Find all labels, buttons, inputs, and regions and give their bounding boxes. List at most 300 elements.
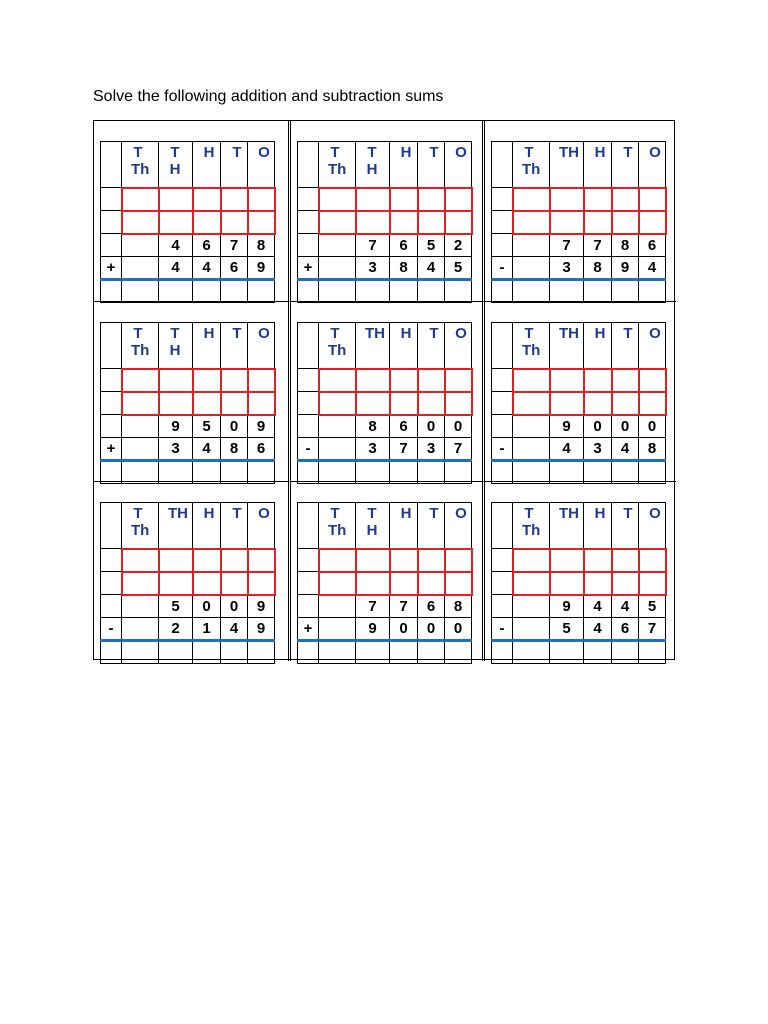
carry-box[interactable] bbox=[550, 188, 584, 211]
digit-cell bbox=[513, 234, 550, 257]
problem-cell bbox=[288, 301, 482, 481]
carry-box[interactable] bbox=[445, 392, 472, 415]
carry-box[interactable] bbox=[122, 211, 159, 234]
header-label: O bbox=[258, 144, 270, 161]
answer-box[interactable] bbox=[356, 641, 390, 664]
carry-box[interactable] bbox=[319, 392, 356, 415]
digit-cell: 2 bbox=[445, 234, 472, 257]
carry-box[interactable] bbox=[122, 572, 159, 595]
carry-box[interactable] bbox=[513, 549, 550, 572]
digit-cell bbox=[122, 257, 159, 280]
place-value-header bbox=[356, 323, 390, 369]
header-label: TH bbox=[365, 325, 385, 342]
header-label: H bbox=[203, 505, 215, 522]
digit-cell: 8 bbox=[390, 257, 418, 280]
digit-cell: 5 bbox=[445, 257, 472, 280]
header-label: H bbox=[169, 342, 181, 359]
row-blank bbox=[298, 188, 319, 211]
carry-box[interactable] bbox=[445, 369, 472, 392]
answer-box[interactable] bbox=[221, 641, 248, 664]
row-blank bbox=[101, 188, 122, 211]
carry-box[interactable] bbox=[639, 392, 666, 415]
digit-cell bbox=[513, 257, 550, 280]
place-value-header bbox=[248, 323, 275, 369]
carry-box[interactable] bbox=[390, 572, 418, 595]
answer-box[interactable] bbox=[550, 280, 584, 303]
answer-box[interactable] bbox=[319, 280, 356, 303]
header-label: T bbox=[367, 505, 377, 522]
place-value-table bbox=[491, 141, 667, 303]
header-label: H bbox=[594, 144, 606, 161]
carry-box[interactable] bbox=[122, 392, 159, 415]
place-value-table bbox=[491, 502, 667, 664]
header-label: Th bbox=[328, 161, 347, 178]
digit-cell bbox=[319, 595, 356, 618]
header-label: T bbox=[133, 505, 143, 522]
place-value-header bbox=[193, 142, 221, 188]
place-value-header bbox=[390, 142, 418, 188]
carry-box[interactable] bbox=[550, 572, 584, 595]
place-value-header bbox=[193, 323, 221, 369]
digit-cell bbox=[122, 234, 159, 257]
carry-box[interactable] bbox=[639, 572, 666, 595]
carry-box[interactable] bbox=[445, 549, 472, 572]
carry-box[interactable] bbox=[513, 188, 550, 211]
carry-box[interactable] bbox=[248, 572, 275, 595]
header-label: T bbox=[330, 505, 340, 522]
carry-box[interactable] bbox=[513, 211, 550, 234]
place-value-header bbox=[221, 142, 248, 188]
row-blank bbox=[492, 369, 513, 392]
page-title: Solve the following addition and subtraction sums bbox=[93, 88, 444, 105]
answer-box[interactable] bbox=[418, 641, 445, 664]
place-value-header bbox=[319, 323, 356, 369]
carry-box[interactable] bbox=[356, 369, 390, 392]
carry-box[interactable] bbox=[221, 572, 248, 595]
carry-box[interactable] bbox=[639, 549, 666, 572]
carry-box[interactable] bbox=[221, 549, 248, 572]
header-label: Th bbox=[131, 342, 150, 359]
digit-cell: 4 bbox=[193, 257, 221, 280]
row-blank bbox=[298, 280, 319, 303]
digit-cell bbox=[513, 415, 550, 438]
place-value-header bbox=[584, 323, 612, 369]
digit-cell: 8 bbox=[356, 415, 390, 438]
carry-box[interactable] bbox=[356, 549, 390, 572]
answer-box[interactable] bbox=[445, 280, 472, 303]
digit-cell: 6 bbox=[390, 415, 418, 438]
answer-box[interactable] bbox=[390, 641, 418, 664]
place-value-header bbox=[319, 142, 356, 188]
answer-box[interactable] bbox=[513, 280, 550, 303]
place-value-header bbox=[550, 142, 584, 188]
carry-box[interactable] bbox=[221, 188, 248, 211]
carry-box[interactable] bbox=[248, 549, 275, 572]
place-value-header bbox=[122, 142, 159, 188]
digit-cell: 8 bbox=[584, 257, 612, 280]
digit-cell: 7 bbox=[390, 438, 418, 461]
digit-cell: 4 bbox=[612, 595, 639, 618]
place-value-header bbox=[122, 503, 159, 549]
header-blank bbox=[492, 323, 513, 369]
place-value-header bbox=[584, 142, 612, 188]
row-blank bbox=[298, 572, 319, 595]
carry-box[interactable] bbox=[418, 572, 445, 595]
problem-cell bbox=[482, 301, 676, 481]
carry-box[interactable] bbox=[319, 369, 356, 392]
carry-box[interactable] bbox=[319, 211, 356, 234]
digit-cell: 0 bbox=[390, 618, 418, 641]
digit-cell bbox=[319, 438, 356, 461]
carry-box[interactable] bbox=[418, 211, 445, 234]
digit-cell: 3 bbox=[550, 257, 584, 280]
digit-cell: 9 bbox=[248, 595, 275, 618]
header-label: Th bbox=[131, 161, 150, 178]
digit-cell bbox=[122, 618, 159, 641]
carry-box[interactable] bbox=[221, 211, 248, 234]
digit-cell: 4 bbox=[584, 595, 612, 618]
operator-sign: - bbox=[492, 257, 513, 280]
digit-cell: 7 bbox=[550, 234, 584, 257]
carry-box[interactable] bbox=[513, 392, 550, 415]
carry-box[interactable] bbox=[248, 369, 275, 392]
carry-box[interactable] bbox=[612, 572, 639, 595]
row-blank bbox=[492, 188, 513, 211]
digit-cell: 4 bbox=[159, 234, 193, 257]
answer-box[interactable] bbox=[193, 641, 221, 664]
row-blank bbox=[492, 595, 513, 618]
header-label: T bbox=[170, 144, 180, 161]
digit-cell bbox=[122, 415, 159, 438]
digit-cell bbox=[319, 234, 356, 257]
header-blank bbox=[101, 142, 122, 188]
carry-box[interactable] bbox=[356, 211, 390, 234]
header-label: H bbox=[400, 325, 412, 342]
digit-cell: 7 bbox=[445, 438, 472, 461]
header-blank bbox=[492, 503, 513, 549]
digit-cell: 4 bbox=[612, 438, 639, 461]
digit-cell: 4 bbox=[221, 618, 248, 641]
digit-cell: 0 bbox=[612, 415, 639, 438]
digit-cell: 8 bbox=[445, 595, 472, 618]
carry-box[interactable] bbox=[122, 549, 159, 572]
answer-box[interactable] bbox=[356, 280, 390, 303]
carry-box[interactable] bbox=[356, 392, 390, 415]
carry-box[interactable] bbox=[639, 211, 666, 234]
answer-box[interactable] bbox=[513, 641, 550, 664]
digit-cell: 3 bbox=[159, 438, 193, 461]
carry-box[interactable] bbox=[612, 392, 639, 415]
carry-box[interactable] bbox=[193, 549, 221, 572]
digit-cell: 6 bbox=[639, 234, 666, 257]
header-label: Th bbox=[328, 342, 347, 359]
answer-box[interactable] bbox=[639, 280, 666, 303]
digit-cell: 5 bbox=[550, 618, 584, 641]
row-blank bbox=[101, 369, 122, 392]
carry-box[interactable] bbox=[159, 211, 193, 234]
header-label: T bbox=[170, 325, 180, 342]
carry-box[interactable] bbox=[390, 211, 418, 234]
carry-box[interactable] bbox=[550, 369, 584, 392]
place-value-header bbox=[221, 323, 248, 369]
digit-cell: 1 bbox=[193, 618, 221, 641]
place-value-header bbox=[159, 142, 193, 188]
row-blank bbox=[298, 549, 319, 572]
digit-cell: 6 bbox=[418, 595, 445, 618]
digit-cell bbox=[319, 618, 356, 641]
digit-cell: 0 bbox=[445, 415, 472, 438]
header-label: T bbox=[623, 325, 633, 342]
header-label: T bbox=[524, 505, 534, 522]
carry-box[interactable] bbox=[193, 369, 221, 392]
row-blank bbox=[101, 234, 122, 257]
header-blank bbox=[298, 142, 319, 188]
carry-box[interactable] bbox=[445, 211, 472, 234]
carry-box[interactable] bbox=[356, 188, 390, 211]
answer-box[interactable] bbox=[639, 641, 666, 664]
carry-box[interactable] bbox=[584, 188, 612, 211]
carry-box[interactable] bbox=[612, 188, 639, 211]
digit-cell: 0 bbox=[221, 595, 248, 618]
carry-box[interactable] bbox=[221, 392, 248, 415]
carry-box[interactable] bbox=[418, 549, 445, 572]
row-blank bbox=[492, 549, 513, 572]
header-label: T bbox=[429, 325, 439, 342]
place-value-header bbox=[612, 142, 639, 188]
place-value-header bbox=[639, 142, 666, 188]
row-blank bbox=[101, 280, 122, 303]
header-label: T bbox=[429, 144, 439, 161]
operator-sign: + bbox=[298, 618, 319, 641]
digit-cell bbox=[513, 618, 550, 641]
carry-box[interactable] bbox=[159, 369, 193, 392]
digit-cell: 5 bbox=[418, 234, 445, 257]
answer-box[interactable] bbox=[159, 280, 193, 303]
digit-cell: 7 bbox=[584, 234, 612, 257]
place-value-header bbox=[445, 503, 472, 549]
carry-box[interactable] bbox=[513, 369, 550, 392]
digit-cell: 2 bbox=[159, 618, 193, 641]
problem-cell bbox=[482, 481, 676, 661]
digit-cell: 6 bbox=[390, 234, 418, 257]
place-value-table bbox=[100, 322, 276, 484]
carry-box[interactable] bbox=[445, 572, 472, 595]
carry-box[interactable] bbox=[159, 392, 193, 415]
header-label: H bbox=[594, 505, 606, 522]
carry-box[interactable] bbox=[193, 211, 221, 234]
carry-box[interactable] bbox=[193, 188, 221, 211]
carry-box[interactable] bbox=[356, 572, 390, 595]
answer-box[interactable] bbox=[122, 280, 159, 303]
carry-box[interactable] bbox=[193, 392, 221, 415]
carry-box[interactable] bbox=[612, 369, 639, 392]
place-value-header bbox=[513, 142, 550, 188]
header-label: Th bbox=[131, 522, 150, 539]
carry-box[interactable] bbox=[159, 549, 193, 572]
carry-box[interactable] bbox=[418, 369, 445, 392]
digit-cell: 3 bbox=[584, 438, 612, 461]
operator-sign: - bbox=[298, 438, 319, 461]
carry-box[interactable] bbox=[319, 572, 356, 595]
row-blank bbox=[298, 392, 319, 415]
answer-box[interactable] bbox=[221, 280, 248, 303]
carry-box[interactable] bbox=[193, 572, 221, 595]
answer-box[interactable] bbox=[584, 641, 612, 664]
answer-box[interactable] bbox=[445, 641, 472, 664]
header-label: Th bbox=[522, 161, 541, 178]
place-value-header bbox=[612, 323, 639, 369]
carry-box[interactable] bbox=[584, 572, 612, 595]
digit-cell bbox=[319, 257, 356, 280]
place-value-table bbox=[491, 322, 667, 484]
answer-box[interactable] bbox=[390, 280, 418, 303]
carry-box[interactable] bbox=[418, 188, 445, 211]
carry-box[interactable] bbox=[584, 549, 612, 572]
header-label: H bbox=[594, 325, 606, 342]
digit-cell: 8 bbox=[221, 438, 248, 461]
carry-box[interactable] bbox=[584, 369, 612, 392]
answer-box[interactable] bbox=[159, 641, 193, 664]
digit-cell: 6 bbox=[221, 257, 248, 280]
header-label: Th bbox=[522, 522, 541, 539]
digit-cell: 7 bbox=[639, 618, 666, 641]
row-blank bbox=[101, 641, 122, 664]
header-label: TH bbox=[168, 505, 188, 522]
digit-cell: 7 bbox=[221, 234, 248, 257]
carry-box[interactable] bbox=[319, 188, 356, 211]
row-blank bbox=[492, 211, 513, 234]
carry-box[interactable] bbox=[221, 369, 248, 392]
header-label: O bbox=[258, 505, 270, 522]
place-value-header bbox=[639, 323, 666, 369]
header-label: T bbox=[330, 325, 340, 342]
digit-cell: 3 bbox=[356, 257, 390, 280]
carry-box[interactable] bbox=[418, 392, 445, 415]
problem-cell bbox=[94, 481, 288, 661]
carry-box[interactable] bbox=[248, 392, 275, 415]
problem-cell bbox=[94, 301, 288, 481]
digit-cell: 5 bbox=[159, 595, 193, 618]
carry-box[interactable] bbox=[390, 369, 418, 392]
header-label: T bbox=[330, 144, 340, 161]
digit-cell: 3 bbox=[356, 438, 390, 461]
digit-cell: 0 bbox=[584, 415, 612, 438]
digit-cell: 8 bbox=[248, 234, 275, 257]
digit-cell: 0 bbox=[418, 415, 445, 438]
row-blank bbox=[298, 641, 319, 664]
row-blank bbox=[101, 549, 122, 572]
answer-box[interactable] bbox=[612, 280, 639, 303]
header-label: T bbox=[524, 144, 534, 161]
problem-cell bbox=[288, 121, 482, 301]
carry-box[interactable] bbox=[612, 549, 639, 572]
place-value-header bbox=[390, 323, 418, 369]
carry-box[interactable] bbox=[159, 572, 193, 595]
carry-box[interactable] bbox=[122, 188, 159, 211]
carry-box[interactable] bbox=[550, 549, 584, 572]
header-label: O bbox=[649, 325, 661, 342]
row-blank bbox=[492, 280, 513, 303]
answer-box[interactable] bbox=[319, 641, 356, 664]
row-blank bbox=[101, 415, 122, 438]
carry-box[interactable] bbox=[390, 392, 418, 415]
place-value-table bbox=[297, 502, 473, 664]
answer-box[interactable] bbox=[248, 280, 275, 303]
header-label: T bbox=[524, 325, 534, 342]
header-label: TH bbox=[559, 505, 579, 522]
header-label: O bbox=[649, 144, 661, 161]
answer-box[interactable] bbox=[612, 641, 639, 664]
digit-cell: 4 bbox=[193, 438, 221, 461]
header-label: H bbox=[400, 144, 412, 161]
carry-box[interactable] bbox=[550, 392, 584, 415]
answer-box[interactable] bbox=[122, 641, 159, 664]
digit-cell: 9 bbox=[248, 257, 275, 280]
carry-box[interactable] bbox=[612, 211, 639, 234]
answer-box[interactable] bbox=[584, 280, 612, 303]
header-label: T bbox=[133, 144, 143, 161]
carry-box[interactable] bbox=[584, 211, 612, 234]
row-blank bbox=[298, 415, 319, 438]
header-label: H bbox=[366, 522, 378, 539]
carry-box[interactable] bbox=[445, 188, 472, 211]
header-blank bbox=[101, 323, 122, 369]
place-value-table bbox=[100, 141, 276, 303]
place-value-table bbox=[100, 502, 276, 664]
answer-box[interactable] bbox=[418, 280, 445, 303]
carry-box[interactable] bbox=[159, 188, 193, 211]
place-value-header bbox=[159, 323, 193, 369]
carry-box[interactable] bbox=[550, 211, 584, 234]
digit-cell bbox=[122, 595, 159, 618]
carry-box[interactable] bbox=[513, 572, 550, 595]
carry-box[interactable] bbox=[639, 188, 666, 211]
header-label: TH bbox=[559, 144, 579, 161]
row-blank bbox=[101, 595, 122, 618]
place-value-header bbox=[319, 503, 356, 549]
problem-cell bbox=[288, 481, 482, 661]
carry-box[interactable] bbox=[390, 188, 418, 211]
answer-box[interactable] bbox=[193, 280, 221, 303]
digit-cell: 3 bbox=[418, 438, 445, 461]
answer-box[interactable] bbox=[550, 641, 584, 664]
row-blank bbox=[298, 595, 319, 618]
place-value-header bbox=[390, 503, 418, 549]
digit-cell: 7 bbox=[390, 595, 418, 618]
carry-box[interactable] bbox=[639, 369, 666, 392]
carry-box[interactable] bbox=[248, 211, 275, 234]
answer-box[interactable] bbox=[248, 641, 275, 664]
row-blank bbox=[492, 392, 513, 415]
operator-sign: - bbox=[492, 438, 513, 461]
header-label: T bbox=[623, 144, 633, 161]
carry-box[interactable] bbox=[584, 392, 612, 415]
digit-cell: 0 bbox=[221, 415, 248, 438]
place-value-header bbox=[122, 323, 159, 369]
carry-box[interactable] bbox=[390, 549, 418, 572]
digit-cell: 6 bbox=[612, 618, 639, 641]
row-blank bbox=[101, 572, 122, 595]
row-blank bbox=[298, 369, 319, 392]
header-blank bbox=[492, 142, 513, 188]
header-label: O bbox=[649, 505, 661, 522]
row-blank bbox=[101, 392, 122, 415]
carry-box[interactable] bbox=[122, 369, 159, 392]
carry-box[interactable] bbox=[319, 549, 356, 572]
header-blank bbox=[298, 323, 319, 369]
carry-box[interactable] bbox=[248, 188, 275, 211]
header-label: O bbox=[455, 505, 467, 522]
